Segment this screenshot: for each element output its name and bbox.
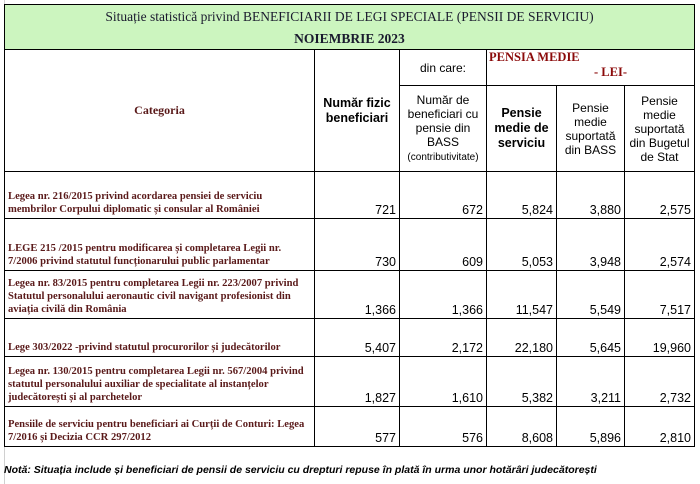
statistics-table: [4, 4, 695, 447]
cell-pensie-bass: 3,948: [557, 219, 625, 271]
report-title: Situație statistică privind BENEFICIARII DE LEGI SPECIALE (PENSII DE SERVICIU): [5, 5, 695, 29]
cell-pensie-buget: 2,732: [625, 357, 695, 407]
table-row: [5, 172, 695, 219]
cell-pensie-serviciu: 22,180: [487, 319, 557, 357]
row-category: Lege 303/2022 -privind statutul procurorilor și judecătorilor: [5, 319, 315, 357]
header-pensia-medie-label: PENSIA MEDIE: [489, 50, 580, 64]
header-pensie-bass: Pensie medie suportată din BASS: [557, 86, 625, 172]
table-row: [5, 357, 695, 407]
cell-pensie-bass: 5,896: [557, 407, 625, 447]
header-beneficiari-bass: [400, 86, 487, 172]
row-category: Legea nr. 216/2015 privind acordarea pensiei de serviciu membrilor Corpului diplomatic și consular al României: [5, 172, 315, 219]
header-numar-fizic: Număr fizic beneficiari: [315, 50, 400, 172]
cell-numar-fizic: 1,366: [315, 271, 400, 319]
header-pensie-buget: Pensie medie suportată din Bugetul de Stat: [625, 86, 695, 172]
cell-pensie-serviciu: 5,824: [487, 172, 557, 219]
cell-pensie-bass: 3,880: [557, 172, 625, 219]
table-row: [5, 271, 695, 319]
cell-numar-fizic: 730: [315, 219, 400, 271]
cell-pensie-serviciu: 11,547: [487, 271, 557, 319]
table-row: [5, 407, 695, 447]
header-contributivitate: (contributivitate): [407, 151, 479, 163]
cell-pensie-buget: 2,574: [625, 219, 695, 271]
cell-numar-fizic: 1,827: [315, 357, 400, 407]
row-category: Legea nr. 83/2015 pentru completarea Legii nr. 223/2007 privind Statutul personalului aeronautic civil navigant profesionist din aviația civilă din România: [5, 271, 315, 319]
cell-pensie-serviciu: 8,608: [487, 407, 557, 447]
cell-bass-beneficiari: 1,610: [400, 357, 487, 407]
report-period: NOIEMBRIE 2023: [5, 28, 695, 50]
footnote: Notă: Situația include și beneficiari de pensii de serviciu cu drepturi repuse în plată în urma unor hotărâri judecătorești: [4, 464, 597, 476]
header-pensia-medie: [487, 50, 695, 86]
cell-pensie-bass: 5,549: [557, 271, 625, 319]
cell-pensie-serviciu: 5,053: [487, 219, 557, 271]
header-pensie-serviciu: Pensie medie de serviciu: [487, 86, 557, 172]
row-category: Legea nr. 130/2015 pentru completarea Legii nr. 567/2004 privind statutul personalului auxiliar de specialitate al instanțelor judecătorești și al parchetelor: [5, 357, 315, 407]
cell-numar-fizic: 577: [315, 407, 400, 447]
header-beneficiari-bass-label: Număr de beneficiari cu pensie din BASS: [407, 92, 479, 149]
row-category: Pensiile de serviciu pentru beneficiari ai Curții de Conturi: Legea 7/2016 și Decizia CCR 297/2012: [5, 407, 315, 447]
cell-pensie-buget: 2,810: [625, 407, 695, 447]
cell-bass-beneficiari: 1,366: [400, 271, 487, 319]
cell-bass-beneficiari: 576: [400, 407, 487, 447]
header-din-care: din care:: [400, 50, 487, 86]
cell-numar-fizic: 5,407: [315, 319, 400, 357]
cell-pensie-buget: 2,575: [625, 172, 695, 219]
cell-bass-beneficiari: 609: [400, 219, 487, 271]
table-row: [5, 319, 695, 357]
cell-pensie-bass: 5,645: [557, 319, 625, 357]
cell-pensie-bass: 3,211: [557, 357, 625, 407]
cell-pensie-buget: 19,960: [625, 319, 695, 357]
header-category: Categoria: [5, 50, 315, 172]
cell-pensie-buget: 7,517: [625, 271, 695, 319]
cell-bass-beneficiari: 2,172: [400, 319, 487, 357]
cell-pensie-serviciu: 5,382: [487, 357, 557, 407]
cell-bass-beneficiari: 672: [400, 172, 487, 219]
row-category: LEGE 215 /2015 pentru modificarea și completarea Legii nr. 7/2006 privind statutul funcționarului public parlamentar: [5, 219, 315, 271]
table-row: [5, 219, 695, 271]
cell-numar-fizic: 721: [315, 172, 400, 219]
header-lei-label: - LEI-: [594, 65, 627, 79]
